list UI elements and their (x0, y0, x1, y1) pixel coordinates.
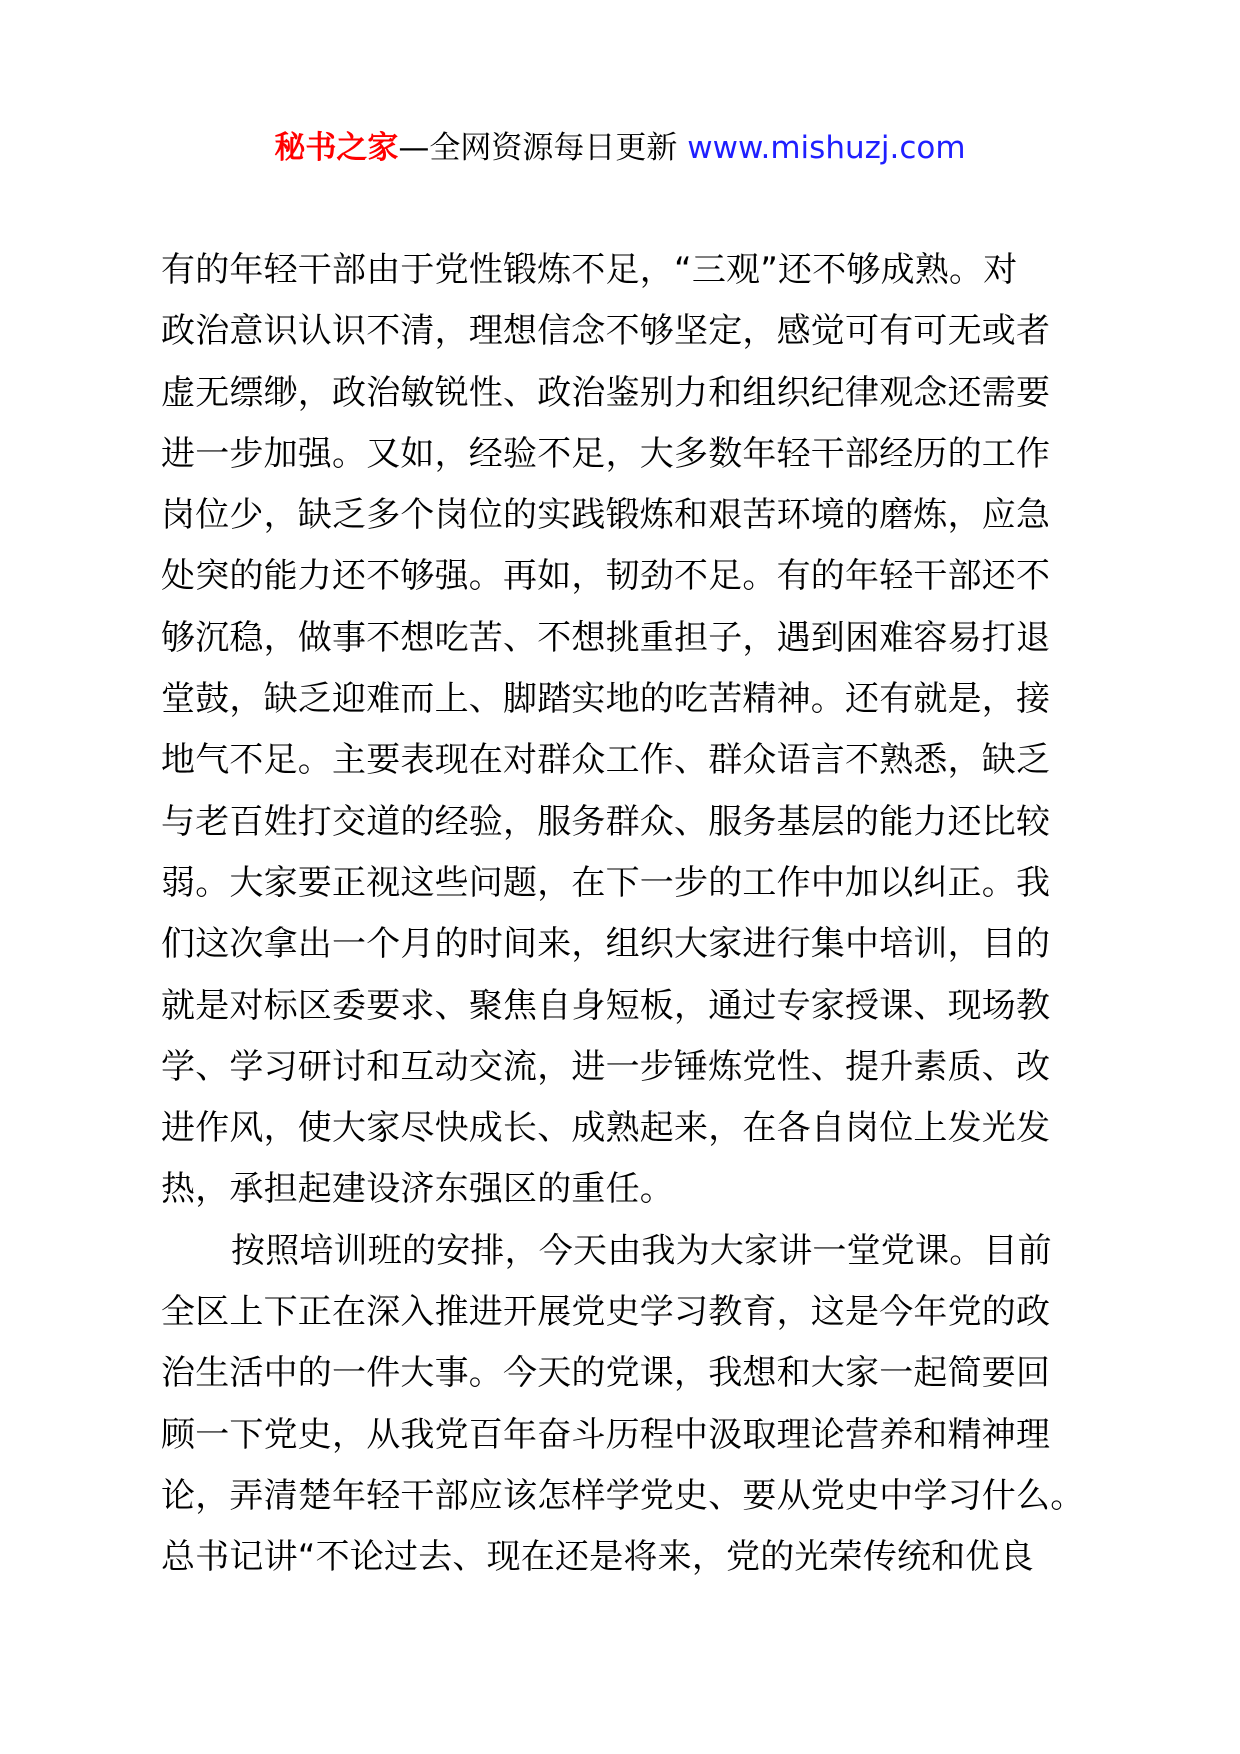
document-body (161, 240, 1085, 1589)
brand-name: 秘书之家 (274, 130, 399, 166)
text-line: 就是对标区委要求、聚焦自身短板，通过专家授课、现场教 (161, 985, 1051, 1026)
text-line: 够沉稳，做事不想吃苦、不想挑重担子，遇到困难容易打退 (161, 617, 1051, 658)
text-line: 弱。大家要正视这些问题，在下一步的工作中加以纠正。我 (161, 862, 1051, 903)
text-line: 们这次拿出一个月的时间来，组织大家进行集中培训，目的 (161, 924, 1051, 965)
text-line: 总书记讲“不论过去、现在还是将来，党的光荣传统和优良 (161, 1537, 1034, 1578)
text-line: 论，弄清楚年轻干部应该怎样学党史、要从党史中学习什么。 (161, 1475, 1085, 1516)
website-link[interactable]: www.mishuzj.com (687, 130, 966, 166)
text-line: 处突的能力还不够强。再如，韧劲不足。有的年轻干部还不 (161, 556, 1051, 597)
text-line: 进一步加强。又如，经验不足，大多数年轻干部经历的工作 (161, 433, 1051, 474)
text-line: 地气不足。主要表现在对群众工作、群众语言不熟悉，缺乏 (161, 740, 1051, 781)
text-line: 有的年轻干部由于党性锻炼不足，“三观”还不够成熟。对 (161, 250, 1018, 290)
text-line: 岗位少，缺乏多个岗位的实践锻炼和艰苦环境的磨炼，应急 (161, 495, 1051, 536)
paragraph-start-line: 按照培训班的安排，今天由我为大家讲一堂党课。目前 (231, 1230, 1052, 1271)
text-line: 堂鼓，缺乏迎难而上、脚踏实地的吃苦精神。还有就是，接 (161, 679, 1051, 720)
page-header (0, 128, 1240, 168)
text-line: 政治意识认识不清，理想信念不够坚定，感觉可有可无或者 (161, 311, 1051, 352)
text-line: 进作风，使大家尽快成长、成熟起来，在各自岗位上发光发 (161, 1108, 1051, 1149)
text-line: 顾一下党史，从我党百年奋斗历程中汲取理论营养和精神理 (161, 1414, 1051, 1455)
text-line: 虚无缥缈，政治敏锐性、政治鉴别力和组织纪律观念还需要 (161, 372, 1051, 413)
text-line: 治生活中的一件大事。今天的党课，我想和大家一起简要回 (161, 1353, 1051, 1394)
text-line: 学、学习研讨和互动交流，进一步锤炼党性、提升素质、改 (161, 1046, 1051, 1087)
text-line: 与老百姓打交道的经验，服务群众、服务基层的能力还比较 (161, 801, 1051, 842)
header-tagline: —全网资源每日更新 (398, 130, 678, 166)
text-line: 全区上下正在深入推进开展党史学习教育，这是今年党的政 (161, 1292, 1051, 1333)
text-line: 热，承担起建设济东强区的重任。 (161, 1169, 674, 1210)
